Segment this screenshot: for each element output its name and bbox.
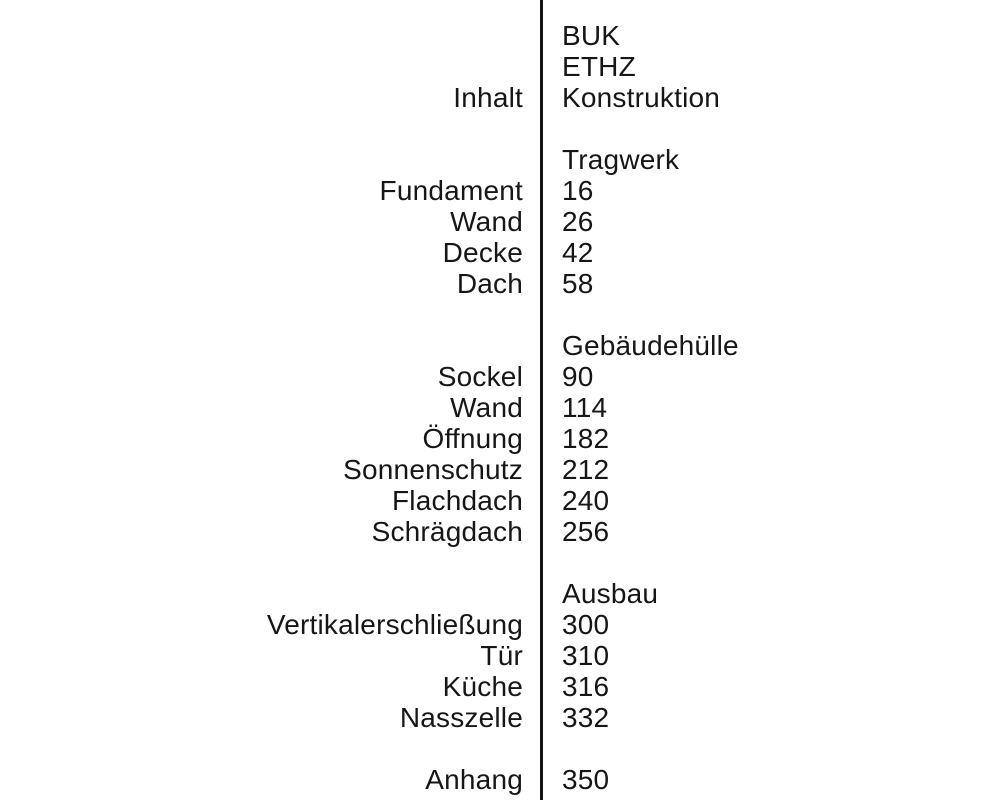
chapter-page-number: 58 bbox=[562, 268, 594, 299]
toc-entry-row bbox=[0, 609, 1000, 640]
book-title: Konstruktion bbox=[562, 82, 721, 113]
chapter-page-number: 300 bbox=[562, 609, 610, 640]
chapter-page-number: 16 bbox=[562, 175, 594, 206]
toc-entry-row bbox=[0, 516, 1000, 547]
toc-entry-row bbox=[0, 671, 1000, 702]
section-title: Ausbau bbox=[562, 578, 659, 609]
toc-entry-row bbox=[0, 702, 1000, 733]
chapter-page-number: 212 bbox=[562, 454, 610, 485]
section-gap bbox=[0, 547, 1000, 578]
chapter-label: Sockel bbox=[437, 361, 523, 392]
appendix-row bbox=[0, 764, 1000, 795]
chapter-page-number: 90 bbox=[562, 361, 594, 392]
chapter-label: Tür bbox=[480, 640, 523, 671]
toc-entry-row bbox=[0, 454, 1000, 485]
chapter-page-number: 332 bbox=[562, 702, 610, 733]
section-header-row bbox=[0, 578, 1000, 609]
toc-entry-row bbox=[0, 640, 1000, 671]
chapter-label: Küche bbox=[442, 671, 523, 702]
chapter-label: Nasszelle bbox=[399, 702, 523, 733]
chapter-page-number: 42 bbox=[562, 237, 594, 268]
section-title: Gebäudehülle bbox=[562, 330, 739, 361]
chapter-label: Flachdach bbox=[392, 485, 523, 516]
institution-name: ETHZ bbox=[562, 51, 636, 82]
chapter-label: Wand bbox=[450, 206, 523, 237]
chapter-label: Wand bbox=[450, 392, 523, 423]
section-gap bbox=[0, 299, 1000, 330]
toc-entry-row bbox=[0, 361, 1000, 392]
section-header-row bbox=[0, 144, 1000, 175]
toc-entry-row bbox=[0, 206, 1000, 237]
chapter-label: Fundament bbox=[379, 175, 523, 206]
masthead-row bbox=[0, 20, 1000, 51]
toc-entry-row bbox=[0, 237, 1000, 268]
chapter-label: Decke bbox=[442, 237, 523, 268]
contents-label: Inhalt bbox=[453, 82, 523, 113]
toc-entry-row bbox=[0, 268, 1000, 299]
chapter-page-number: 182 bbox=[562, 423, 610, 454]
section-title: Tragwerk bbox=[562, 144, 680, 175]
toc-entry-row bbox=[0, 423, 1000, 454]
chapter-label: Schrägdach bbox=[371, 516, 523, 547]
toc-entry-row bbox=[0, 485, 1000, 516]
appendix-page-number: 350 bbox=[562, 764, 610, 795]
section-gap bbox=[0, 733, 1000, 764]
chapter-label: Dach bbox=[456, 268, 523, 299]
publisher-code: BUK bbox=[562, 20, 621, 51]
chapter-label: Sonnenschutz bbox=[343, 454, 523, 485]
chapter-label: Öffnung bbox=[422, 423, 523, 454]
section-gap bbox=[0, 113, 1000, 144]
chapter-page-number: 316 bbox=[562, 671, 610, 702]
toc-entry-row bbox=[0, 175, 1000, 206]
masthead-row bbox=[0, 51, 1000, 82]
chapter-page-number: 256 bbox=[562, 516, 610, 547]
toc-entry-row bbox=[0, 392, 1000, 423]
chapter-page-number: 26 bbox=[562, 206, 594, 237]
appendix-label: Anhang bbox=[425, 764, 523, 795]
chapter-page-number: 240 bbox=[562, 485, 610, 516]
masthead-row bbox=[0, 82, 1000, 113]
toc-content bbox=[0, 20, 1000, 795]
chapter-page-number: 310 bbox=[562, 640, 610, 671]
section-header-row bbox=[0, 330, 1000, 361]
chapter-page-number: 114 bbox=[562, 392, 608, 423]
chapter-label: Vertikalerschließung bbox=[266, 609, 523, 640]
